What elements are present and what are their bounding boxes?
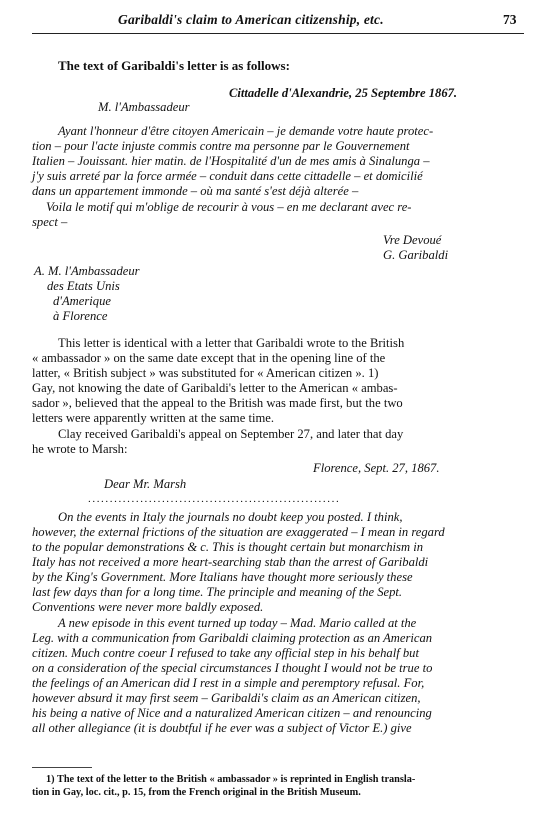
letter2-line: the feelings of an American did I rest in a simple and peremptory refusal. For, [32,676,425,690]
running-title: Garibaldi's claim to American citizenship, etc. [118,12,384,27]
page-number: 73 [503,12,517,27]
body-line: latter, « British subject » was substituted for « American citizen ». 1) [32,366,379,380]
letter1-address-line: des Etats Unis [47,279,120,293]
letter2-line: A new episode in this event turned up today – Mad. Mario called at the [58,616,417,630]
letter1-address-line: A. M. l'Ambassadeur [34,264,140,278]
body-line: letters were apparently written at the same time. [32,411,274,425]
body-line: Clay received Garibaldi's appeal on September 27, and later that day [58,427,404,441]
body-line: Gay, not knowing the date of Garibaldi's letter to the American « ambas- [32,381,398,395]
letter1-signature: G. Garibaldi [383,248,449,262]
letter1-place-date: Cittadelle d'Alexandrie, 25 Septembre 1867. [229,86,458,100]
body-line: « ambassador » on the same date except that in the opening line of the [32,351,386,365]
letter1-line: spect – [32,215,68,229]
body-line: sador », believed that the appeal to the British was made first, but the two [32,396,403,410]
letter1-line: tion – pour l'acte injuste commis contre ma personne par le Gouvernement [32,139,410,153]
footnote-line: 1) The text of the letter to the British « ambassador » is reprinted in English transla- [46,774,416,785]
letter1-address-line: à Florence [53,309,108,323]
letter2-line: Conventions were never more baldly exposed. [32,600,264,614]
letter1-line: j'y suis arreté par la force armée – conduit dans cette cittadelle – et domicilié [32,169,423,183]
letter1-line: dans un appartement immonde – où ma santé s'est déjà alterée – [32,184,359,198]
letter1-line: Voila le motif qui m'oblige de recourir à vous – en me declarant avec re- [46,200,412,214]
intro-text: The text of Garibaldi's letter is as follows: [58,58,290,73]
letter2-salutation: Dear Mr. Marsh [104,477,187,491]
footnote-rule [32,767,92,768]
letter2-line: to the popular demonstrations & c. This is thought certain but monarchism in [32,540,423,554]
letter2-line: last few days than for a long time. The principle and meaning of the Sept. [32,585,403,599]
letter2-line: however, the external frictions of the situation are exaggerated – I mean in regard [32,525,445,539]
ellipsis-dots: .......................................................... [88,493,341,505]
letter2-line: On the events in Italy the journals no doubt keep you posted. I think, [58,510,403,524]
letter2-line: Leg. with a communication from Garibaldi claiming protection as an American [32,631,433,645]
letter2-line: his being a native of Nice and a naturalized American citizen – and renouncing [32,706,432,720]
letter1-line: Ayant l'honneur d'être citoyen Americain – je demande votre haute protec- [58,124,434,138]
letter1-salutation: M. l'Ambassadeur [98,100,190,114]
letter2-line: by the King's Government. More Italians have thought more seriously these [32,570,413,584]
letter1-closing: Vre Devoué [383,233,442,247]
letter1-line: Italien – Jouissant. hier matin. de l'Hospitalité d'un de mes amis à Sinalunga – [32,154,430,168]
header-rule [32,33,524,34]
letter1-address-line: d'Amerique [53,294,111,308]
body-line: he wrote to Marsh: [32,442,128,456]
letter2-place-date: Florence, Sept. 27, 1867. [313,461,440,475]
letter2-line: however absurd it may first seem – Garibaldi's claim as an American citizen, [32,691,421,705]
letter2-line: Italy has not received a more heart-searching stab than the arrest of Garibaldi [32,555,429,569]
letter2-line: on a consideration of the special circumstances I thought I would not be true to [32,661,433,675]
letter2-line: citizen. Much contre coeur I refused to take any official step in his behalf but [32,646,419,660]
letter2-line: all other allegiance (it is doubtful if he ever was a subject of Victor E.) give [32,721,412,735]
footnote-line: tion in Gay, loc. cit., p. 15, from the French original in the British Museum. [32,787,361,798]
body-line: This letter is identical with a letter that Garibaldi wrote to the British [58,336,405,350]
